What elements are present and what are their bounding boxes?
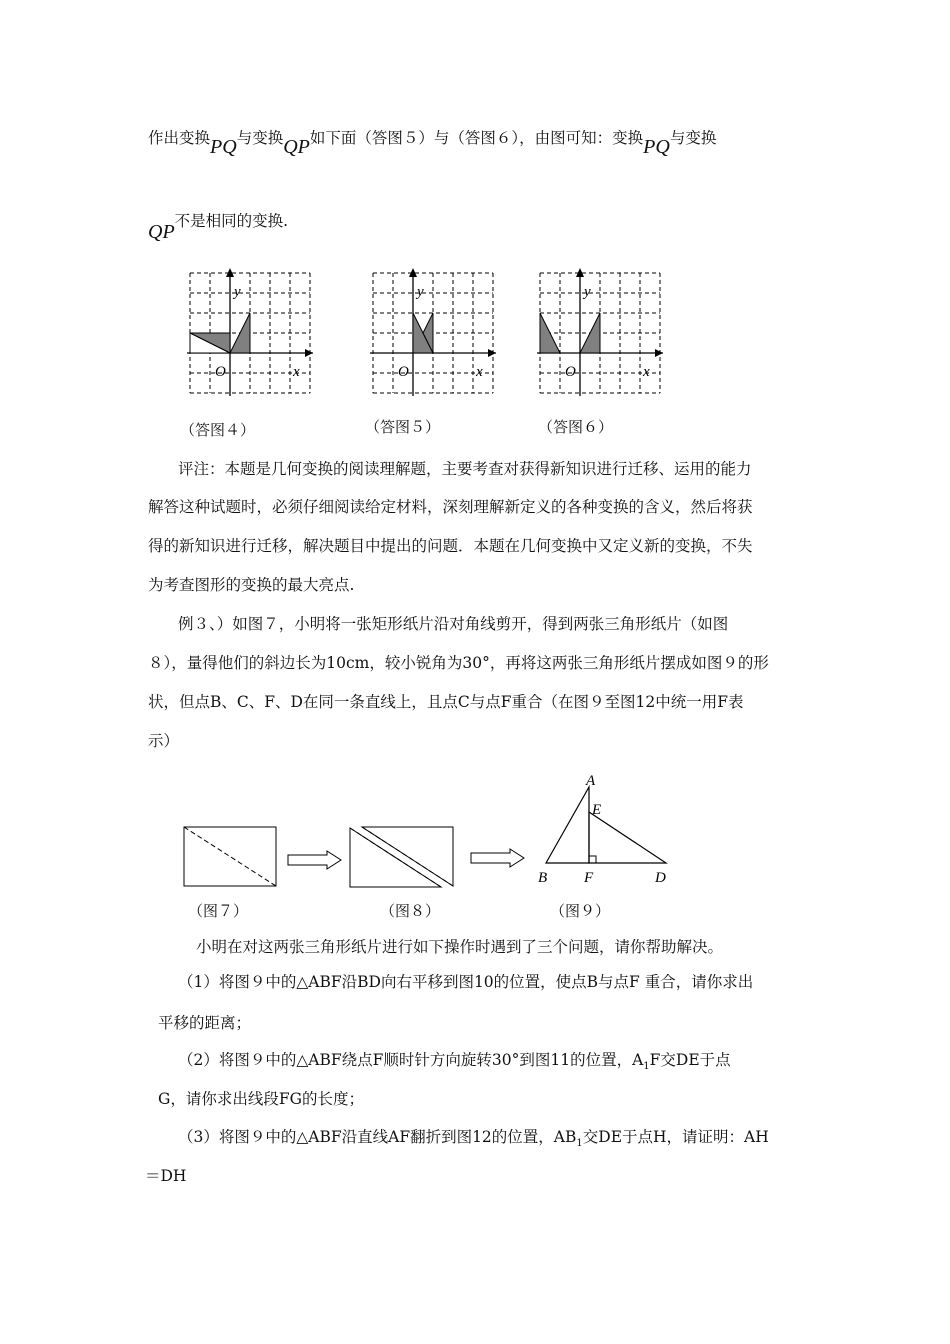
origin-label: O	[565, 364, 576, 380]
comment-line-2: 解答这种试题时，必须仔细阅读给定材料，深刻理解新定义的各种变换的含义，然后将获	[148, 498, 753, 516]
math-pq-2: PQ	[643, 136, 670, 158]
intro-text-1: 作出变换	[148, 129, 211, 147]
comment-line-3: 得的新知识进行迁移，解决题目中提出的问题．本题在几何变换中又定义新的变换，不失	[148, 537, 753, 555]
example-line-2: ８），量得他们的斜边长为10cm，较小锐角为30°，再将这两张三角形纸片摆成如图９的形	[148, 654, 769, 672]
arrow-icon	[470, 848, 526, 868]
figure-7-rectangle	[180, 824, 280, 890]
example-line-4: 示）	[148, 732, 180, 750]
point-b-label: B	[538, 870, 548, 886]
origin-label: O	[215, 364, 226, 380]
caption-answer-fig-4: （答图４）	[180, 421, 256, 439]
question-1-line-2: 平移的距离；	[158, 1014, 252, 1032]
example-line-3: 状，但点B、C、F、D在同一条直线上，且点C与点F重合（在图９至图12中统一用F表	[148, 693, 744, 711]
intro-text-2: 与变换	[236, 129, 284, 147]
caption-fig-8: （图８）	[380, 902, 441, 920]
math-pq-1: PQ	[210, 136, 237, 158]
x-axis-label: x	[476, 364, 483, 380]
intro-line-2	[148, 212, 289, 243]
grid-figure-6	[535, 268, 670, 398]
example-line-1: 例３、）如图７，小明将一张矩形纸片沿对角线剪开，得到两张三角形纸片（如图	[178, 615, 729, 633]
figure-8-cut-rectangle	[346, 824, 461, 890]
y-axis-label: y	[417, 284, 424, 300]
intro-text-3: 如下面（答图５）与（答图６），由图可知：变换	[309, 129, 644, 147]
comment-line-1: 评注：本题是几何变换的阅读理解题，主要考查对获得新知识进行迁移、运用的能力	[178, 460, 752, 478]
point-d-label: D	[655, 870, 666, 886]
question-2-line-1	[178, 1050, 731, 1077]
intro-text-5: 不是相同的变换.	[174, 212, 289, 230]
origin-label: O	[398, 364, 409, 380]
x-axis-label: x	[643, 364, 650, 380]
y-axis-label: y	[234, 284, 241, 300]
question-3-line-2: ＝DH	[145, 1167, 187, 1185]
caption-fig-9: （图９）	[550, 902, 611, 920]
question-3-line-1	[178, 1127, 769, 1154]
question-3-text-end: 交DE于点H，请证明：AH	[582, 1128, 769, 1146]
caption-fig-7: （图７）	[188, 902, 249, 920]
point-f-label: F	[584, 870, 594, 886]
caption-answer-fig-6: （答图６）	[538, 418, 614, 436]
question-3-text: （3）将图９中的△ABF沿直线AF翻折到图12的位置，AB	[178, 1128, 577, 1146]
subscript: 1	[576, 1138, 583, 1150]
figure-9-triangles	[535, 772, 675, 887]
question-1-line-1: （1）将图９中的△ABF沿BD向右平移到图10的位置，使点B与点F 重合，请你求出	[178, 973, 754, 991]
math-qp-2: QP	[148, 221, 175, 243]
comment-line-4: 为考查图形的变换的最大亮点.	[148, 576, 355, 594]
y-axis-label: y	[584, 284, 591, 300]
arrow-icon	[287, 850, 343, 870]
subscript: 1	[643, 1061, 650, 1073]
point-a-label: A	[586, 773, 596, 789]
grid-figure-4	[185, 268, 320, 398]
question-2-line-2: G，请你求出线段FG的长度；	[158, 1090, 365, 1108]
caption-answer-fig-5: （答图５）	[365, 418, 441, 436]
intro-text-4: 与变换	[669, 129, 717, 147]
math-qp-1: QP	[283, 136, 310, 158]
question-2-text: （2）将图９中的△ABF绕点F顺时针方向旋转30°到图11的位置，A	[178, 1051, 644, 1069]
question-2-text-end: F交DE于点	[649, 1051, 731, 1069]
intro-line-1	[148, 127, 717, 158]
point-e-label: E	[592, 802, 602, 818]
grid-figure-5	[368, 268, 503, 398]
questions-intro: 小明在对这两张三角形纸片进行如下操作时遇到了三个问题，请你帮助解决。	[196, 938, 724, 956]
x-axis-label: x	[293, 364, 300, 380]
